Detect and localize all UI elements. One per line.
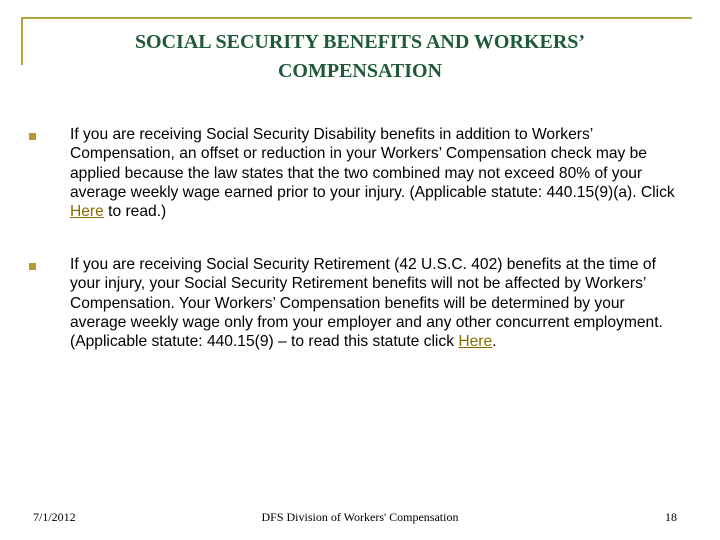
here-link-retirement[interactable]: Here — [458, 333, 493, 351]
bullet-paragraph-retirement — [70, 255, 685, 351]
title-line-1: SOCIAL SECURITY BENEFITS AND WORKERS’ — [134, 31, 586, 53]
paragraph-text-end: to read.) — [103, 203, 167, 221]
bullet-paragraph-disability — [70, 125, 685, 221]
footer-date: 7/1/2012 — [33, 510, 76, 524]
title-line-2: COMPENSATION — [277, 60, 443, 82]
slide-title — [40, 28, 680, 86]
bullet-square-icon — [29, 263, 36, 270]
title-left-rule — [21, 17, 23, 65]
footer-center: DFS Division of Workers' Compensation — [261, 510, 459, 524]
paragraph-text-end: . — [492, 333, 497, 351]
title-top-rule — [21, 17, 692, 19]
here-link-disability[interactable]: Here — [70, 203, 104, 221]
bullet-square-icon — [29, 133, 36, 140]
page-number: 18 — [665, 510, 677, 524]
paragraph-text: If you are receiving Social Security Disability benefits in addition to Workers’ Compensation, an offset or reduction in your Workers’ Compensation check may be applied because the law states that the two combined may not exceed 80% of your average weekly wage earned prior to your injury. (Applicable statute: 440.15(9)(a). Click — [70, 126, 675, 201]
paragraph-text: If you are receiving Social Security Retirement (42 U.S.C. 402) benefits at the time of your injury, your Social Security Retirement benefits will not be affected by Workers’ Compensation. Your Workers’ Compensation benefits will be determined by your average weekly wage only from your employer and any other concurrent employment. (Applicable statute: 440.15(9) – to read this statute click — [70, 256, 663, 351]
